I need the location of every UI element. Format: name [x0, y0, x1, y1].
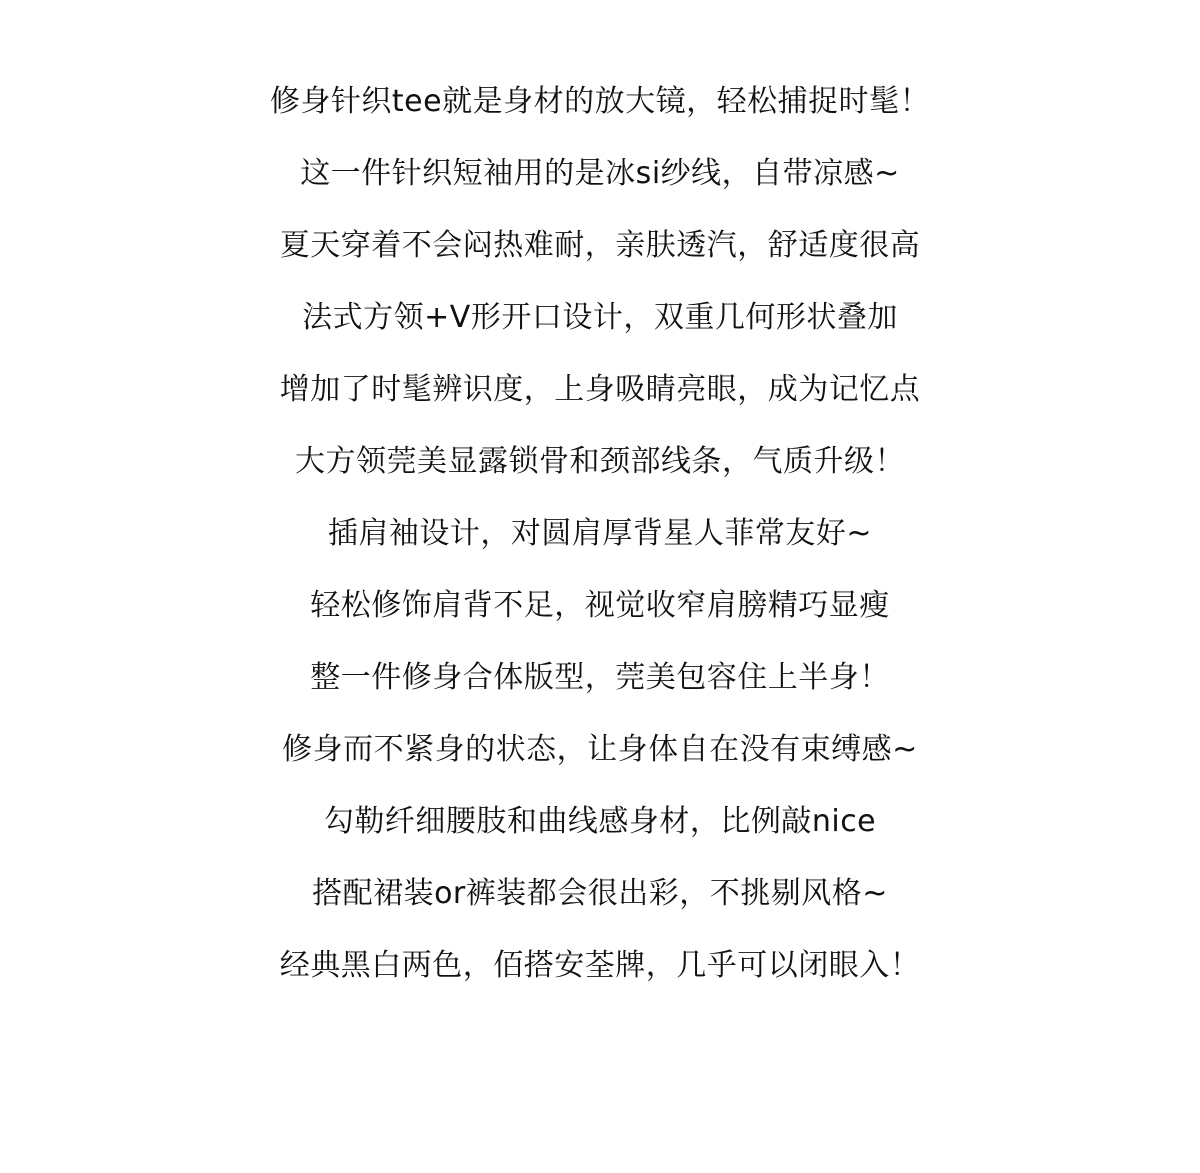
description-line: 修身针织tee就是身材的放大镜，轻松捕捉时髦！	[269, 84, 931, 119]
description-line: 法式方领+V形开口设计，双重几何形状叠加	[302, 300, 898, 335]
description-line: 插肩袖设计，对圆肩厚背星人菲常友好~	[327, 516, 873, 551]
description-line: 整一件修身合体版型，莞美包容住上半身！	[310, 660, 890, 695]
description-text-block	[0, 66, 1200, 1002]
description-line: 这一件针织短袖用的是冰si纱线，自带凉感~	[300, 156, 900, 191]
description-line: 经典黑白两色，佰搭安荃牌，几乎可以闭眼入！	[279, 948, 921, 983]
description-line: 勾勒纤细腰肢和曲线感身材，比例敲nice	[323, 804, 877, 839]
description-line: 增加了时髦辨识度，上身吸睛亮眼，成为记忆点	[279, 372, 921, 407]
description-line: 轻松修饰肩背不足，视觉收窄肩膀精巧显瘦	[310, 588, 890, 623]
description-line: 搭配裙装or裤装都会很出彩，不挑剔风格~	[312, 876, 888, 911]
description-line: 大方领莞美显露锁骨和颈部线条，气质升级！	[295, 444, 905, 479]
description-line: 修身而不紧身的状态，让身体自在没有束缚感~	[282, 732, 918, 767]
description-line: 夏天穿着不会闷热难耐，亲肤透汽，舒适度很高	[279, 228, 921, 263]
